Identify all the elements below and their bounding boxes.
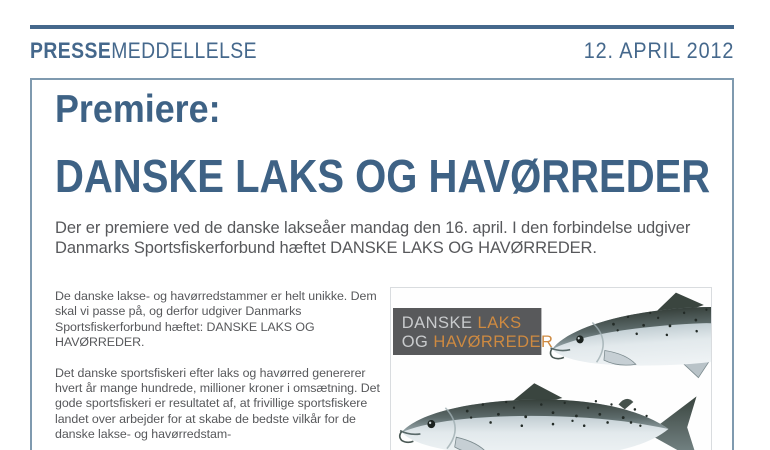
page-title: DANSKE LAKS OG HAVØRREDER bbox=[55, 150, 711, 202]
salmon-illustration-bottom bbox=[397, 380, 709, 450]
body-paragraph-1: De danske lakse- og havørredstammer er helt unikke. Dem skal vi passe på, og derfor udgiver Danmarks Sportsfiskerforbund hæftet: DANSKE LAKS OG HAVØRREDER. bbox=[55, 289, 377, 350]
body-paragraph-2: Det danske sportsfiskeri efter laks og havørred genererer hvert år mange hundrede, millioner kroner i omsætning. Det gode sportsfiskeri er resultatet af, at frivillige sportsfiskere landet over arbejder for at skabe de bedste vilkår for de danske lakse- og havørredstam- bbox=[55, 365, 380, 442]
content-row bbox=[55, 289, 732, 450]
masthead-date: 12. APRIL 2012 bbox=[583, 38, 734, 63]
badge-word-og: OG bbox=[401, 332, 429, 351]
lead-paragraph: Der er premiere ved de danske lakseåer mandag den 16. april. I den forbindelse udgiver Danmarks Sportsfiskerforbund hæftet DANSKE LAKS OG HAVØRREDER. bbox=[55, 219, 691, 257]
sea-trout-illustration-top bbox=[544, 287, 712, 394]
masthead-brand-bold: PRESSE bbox=[30, 38, 112, 63]
badge-word-danske: DANSKE bbox=[401, 313, 473, 332]
badge-word-laks: LAKS bbox=[477, 313, 522, 332]
release-content-box bbox=[30, 78, 734, 450]
cover-title-badge bbox=[393, 308, 554, 355]
badge-line-2 bbox=[401, 332, 554, 351]
top-accent-bar bbox=[30, 25, 734, 29]
booklet-cover-image bbox=[390, 287, 712, 450]
masthead-title bbox=[30, 38, 257, 64]
masthead-brand-rest: MEDDELLELSE bbox=[111, 38, 257, 63]
title-kicker: Premiere: bbox=[55, 88, 221, 131]
badge-word-havorreder: HAVØRREDER bbox=[433, 332, 554, 351]
body-text-column bbox=[55, 289, 391, 443]
badge-line-1 bbox=[402, 313, 542, 332]
